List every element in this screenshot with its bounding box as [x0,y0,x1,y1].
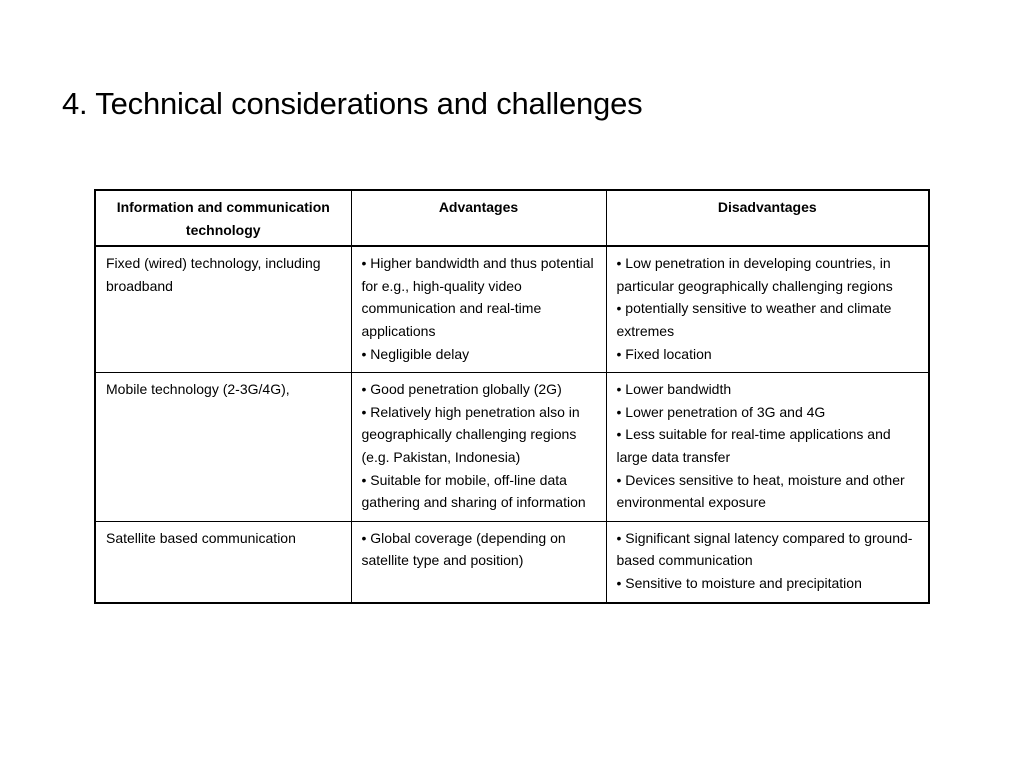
disadvantage-item: • Lower bandwidth [616,381,732,398]
table-row-fixed [95,246,929,372]
cell-disadvantages [606,521,929,602]
header-advantages: Advantages [351,190,606,246]
table-header-row [95,190,929,246]
disadvantage-item: • Devices sensitive to heat, moisture and other environmental exposure [616,471,905,511]
cell-technology: Fixed (wired) technology, including broadband [95,246,351,372]
disadvantage-item: • Fixed location [616,345,712,362]
header-disadvantages: Disadvantages [606,190,929,246]
disadvantage-item: • Lower penetration of 3G and 4G [616,403,826,420]
advantage-item: • Good penetration globally (2G) [361,381,562,398]
disadvantage-item: • Low penetration in developing countries, in particular geographically challenging regions [616,255,893,294]
disadvantage-item: • Less suitable for real-time applications and large data transfer [616,426,891,465]
cell-advantages [351,373,606,522]
advantage-item: • Higher bandwidth and thus potential for e.g., high-quality video communication and real-time applications [361,255,594,339]
advantage-item: • Negligible delay [361,345,470,362]
cell-technology: Mobile technology (2-3G/4G), [95,373,351,522]
disadvantage-item: • Significant signal latency compared to ground-based communication [616,529,913,569]
cell-disadvantages [606,246,929,372]
disadvantage-item: • Sensitive to moisture and precipitation [616,574,862,591]
advantage-item: • Global coverage (depending on satellite type and position) [361,529,566,569]
cell-advantages [351,246,606,372]
cell-advantages [351,521,606,602]
advantage-item: • Relatively high penetration also in geographically challenging regions (e.g. Pakistan, Indonesia) [361,403,580,465]
advantage-item: • Suitable for mobile, off-line data gathering and sharing of information [361,471,586,511]
cell-disadvantages [606,373,929,522]
cell-technology: Satellite based communication [95,521,351,602]
slide-title: 4. Technical considerations and challenges [62,86,643,121]
table-row-satellite [95,521,929,602]
ict-comparison-table [94,189,930,604]
table-row-mobile [95,373,929,522]
disadvantage-item: • potentially sensitive to weather and climate extremes [616,300,892,339]
header-technology: Information and communication technology [95,190,351,246]
